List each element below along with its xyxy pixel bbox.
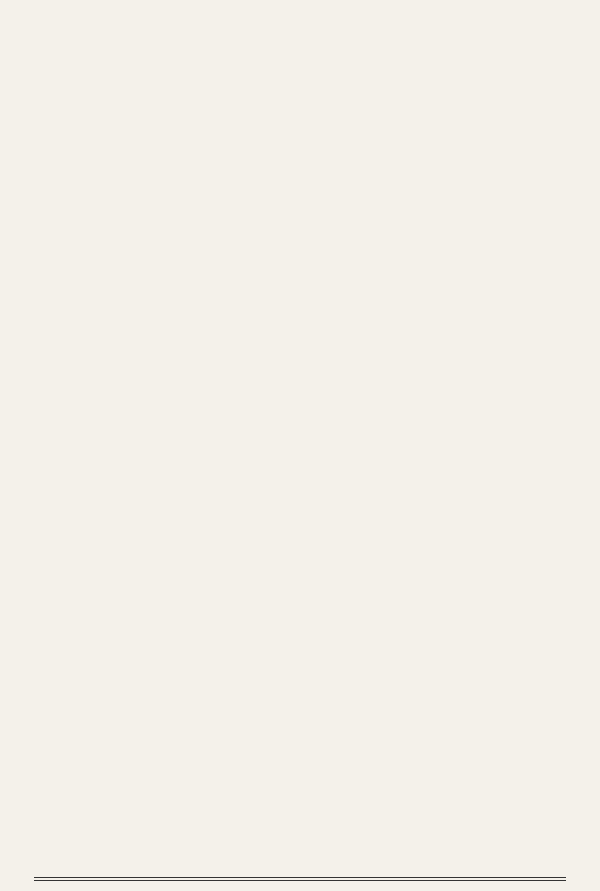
page-footer (34, 877, 566, 881)
